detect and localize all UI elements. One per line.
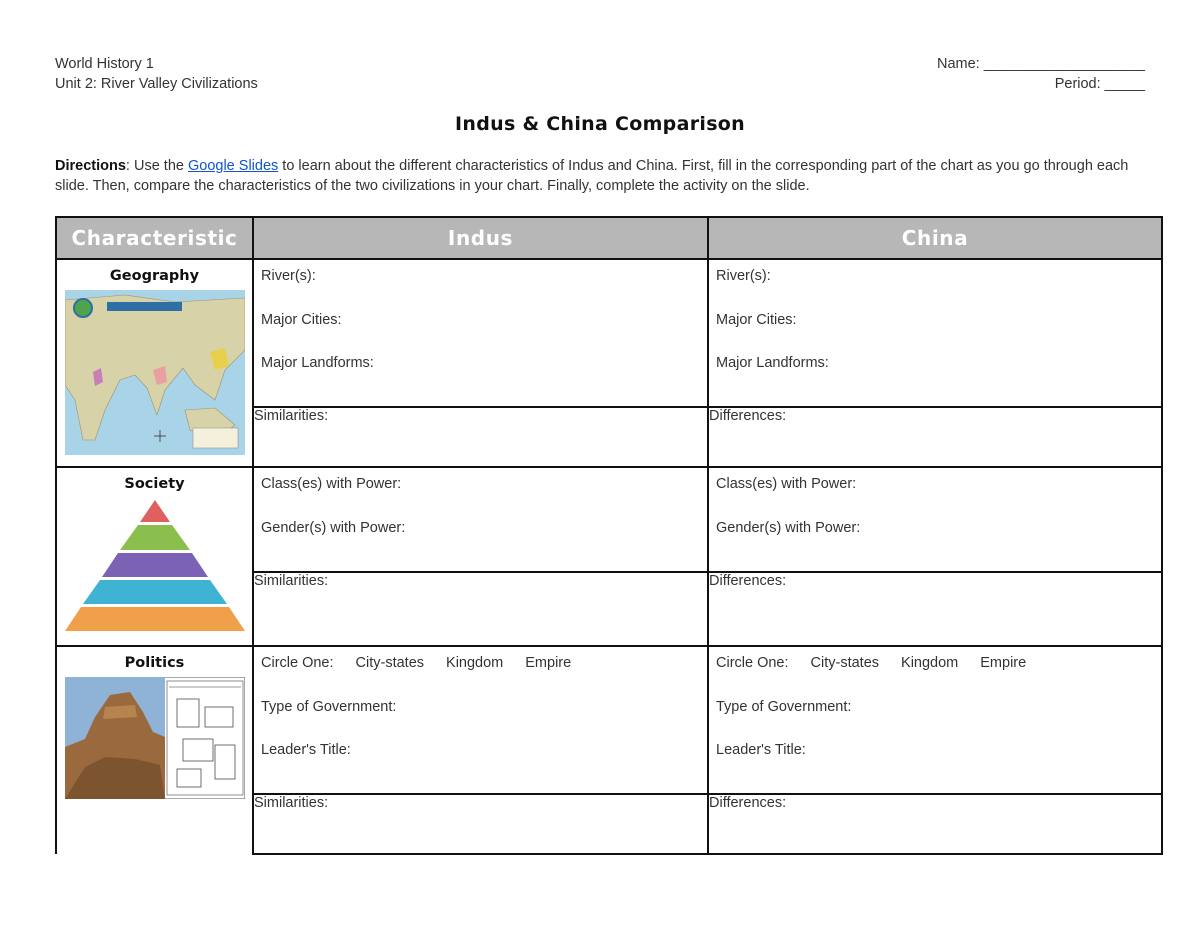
indus-rivers-label: River(s): (261, 268, 316, 284)
google-slides-link[interactable]: Google Slides (187, 158, 279, 174)
indus-cities-label: Major Cities: (261, 311, 342, 328)
indus-landforms-label: Major Landforms: (261, 355, 374, 371)
header-left (55, 54, 258, 94)
comparison-table (55, 216, 1163, 855)
indus-class-power-label: Class(es) with Power: (261, 476, 402, 492)
social-pyramid-image (65, 498, 245, 633)
china-option-empire: Empire (980, 655, 1027, 671)
indus-geography-cell (253, 259, 708, 407)
indus-option-city-states: City-states (355, 655, 425, 671)
politics-similarities: Similarities: (253, 794, 708, 854)
indus-government-label: Type of Government: (261, 698, 397, 715)
china-option-city-states: City-states (810, 655, 880, 671)
world-map-image (65, 290, 245, 455)
table-header-row (56, 217, 1162, 259)
china-government-label: Type of Government: (716, 698, 852, 715)
indus-politics-cell (253, 646, 708, 794)
society-row (56, 467, 1162, 572)
china-option-kingdom: Kingdom (901, 655, 959, 671)
politics-cell (56, 646, 253, 854)
geography-similarities: Similarities: (253, 407, 708, 467)
politics-differences: Differences: (708, 794, 1162, 854)
china-circle-label: Circle One: (716, 655, 789, 671)
indus-option-kingdom: Kingdom (446, 655, 504, 671)
unit-name: Unit 2: River Valley Civilizations (55, 76, 258, 92)
politics-label: Politics (124, 655, 185, 671)
society-differences: Differences: (708, 572, 1162, 646)
china-society-cell (708, 467, 1162, 572)
directions-label: Directions (55, 158, 126, 174)
indus-society-cell (253, 467, 708, 572)
geography-label: Geography (109, 268, 200, 284)
china-politics-cell (708, 646, 1162, 794)
header-right (937, 54, 1145, 94)
name-field-label: Name: ____________________ (936, 56, 1145, 72)
course-name: World History 1 (55, 56, 154, 72)
indus-gender-power-label: Gender(s) with Power: (261, 519, 406, 536)
society-label: Society (124, 476, 185, 492)
directions-text-1: : Use the (125, 158, 188, 174)
indus-circle-label: Circle One: (261, 655, 334, 671)
china-leader-title-label: Leader's Title: (716, 742, 806, 758)
ruins-image (65, 677, 245, 799)
china-class-power-label: Class(es) with Power: (716, 476, 857, 492)
header-characteristic: Characteristic (56, 217, 253, 259)
indus-option-empire: Empire (525, 655, 572, 671)
directions (55, 156, 1155, 196)
page-title: Indus & China Comparison (455, 113, 745, 135)
geography-row (56, 259, 1162, 407)
society-similarities: Similarities: (253, 572, 708, 646)
china-landforms-label: Major Landforms: (716, 355, 829, 371)
geography-differences: Differences: (708, 407, 1162, 467)
china-rivers-label: River(s): (716, 268, 771, 284)
directions-text-2: to learn about the different characteristics of Indus and China. First, fill in the corresponding part of the chart as you go through each slide. Then, compare the characteristics of the two civilizations in your chart. Finally, complete the activity on the slide. (55, 158, 1129, 194)
header-indus: Indus (253, 217, 708, 259)
china-geography-cell (708, 259, 1162, 407)
society-cell (56, 467, 253, 646)
china-cities-label: Major Cities: (716, 311, 797, 328)
header-china: China (708, 217, 1162, 259)
politics-row (56, 646, 1162, 794)
indus-leader-title-label: Leader's Title: (261, 742, 351, 758)
china-gender-power-label: Gender(s) with Power: (716, 519, 861, 536)
indus-circle-one (261, 655, 707, 699)
china-circle-one (716, 655, 1161, 699)
period-field-label: Period: _____ (1054, 76, 1145, 92)
geography-cell (56, 259, 253, 467)
